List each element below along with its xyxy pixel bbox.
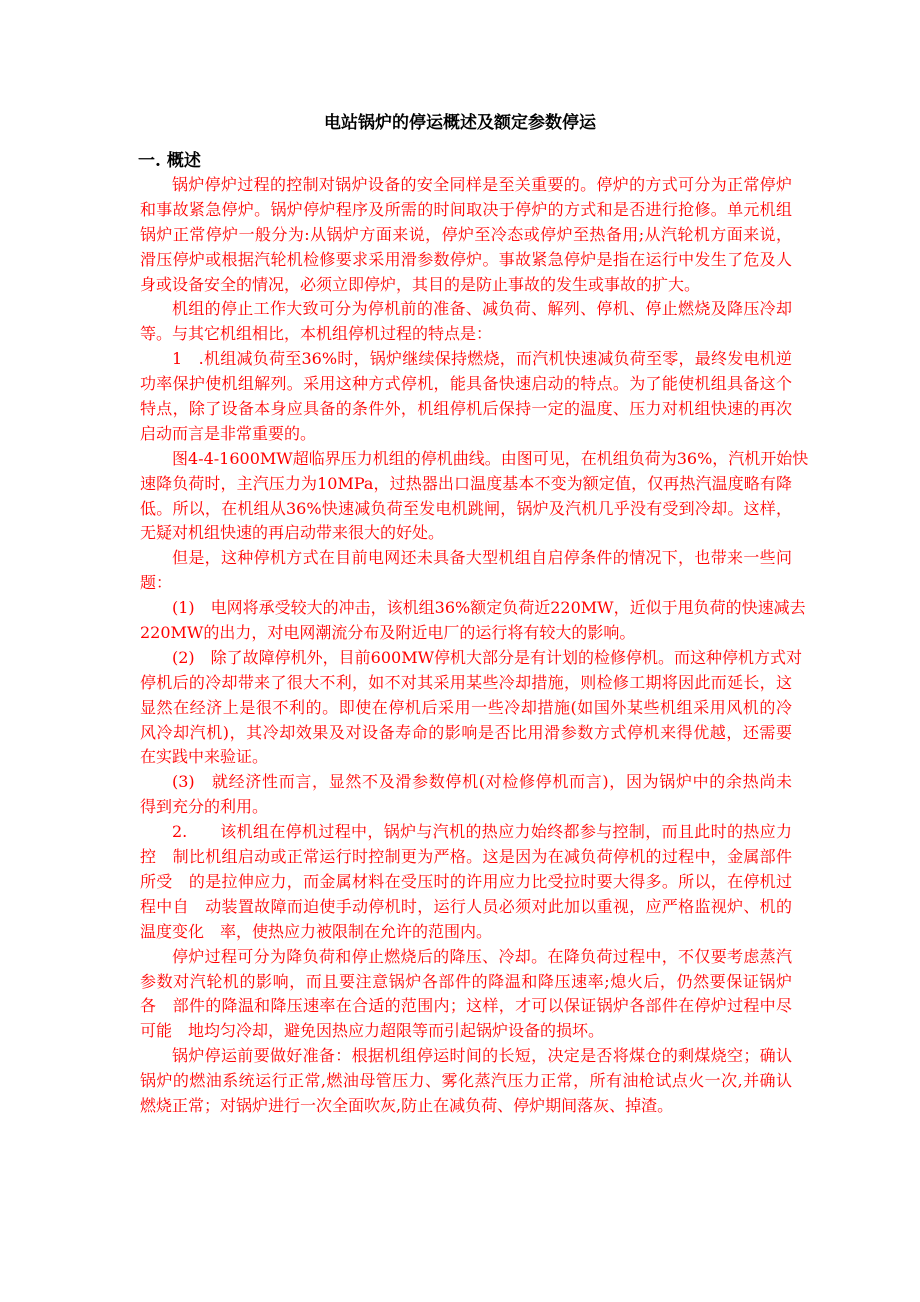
text-line: 低。所以，在机组从36%快速减负荷至发电机跳闸，锅炉及汽机几乎没有受到冷却。这样， xyxy=(140,498,792,518)
paragraph xyxy=(140,646,803,770)
text-line: 程中自 动装置故障而迫使手动停机时，运行人员必须对此加以重视，应严格监视炉、机的 xyxy=(140,896,792,916)
text-line: 各 部件的降温和降压速率在合适的范围内；这样，才可以保证锅炉各部件在停炉过程中尽 xyxy=(140,996,792,1016)
text-line: (1) 电网将承受较大的冲击，该机组36%额定负荷近220MW，近似于甩负荷的快速减去 xyxy=(172,598,806,618)
text-line: 在实践中来验证。 xyxy=(140,747,269,767)
text-line: 锅炉正常停炉一般分为:从锅炉方面来说，停炉至冷态或停炉至热备用;从汽轮机方面来说， xyxy=(140,224,792,244)
paragraph xyxy=(140,173,792,297)
section-heading: 一. 概述 xyxy=(138,151,201,171)
paragraph xyxy=(140,1044,792,1119)
text-line: 滑压停炉或根据汽轮机检修要求采用滑参数停炉。事故紧急停炉是指在运行中发生了危及人 xyxy=(140,249,792,269)
text-line: 停机后的冷却带来了很大不利，如不对其采用某些冷却措施，则检修工期将因此而延长，这 xyxy=(140,672,792,692)
paragraph xyxy=(140,347,792,447)
text-line: 锅炉停炉过程的控制对锅炉设备的安全同样是至关重要的。停炉的方式可分为正常停炉 xyxy=(172,175,792,194)
paragraph xyxy=(140,546,792,596)
paragraph xyxy=(140,447,809,547)
paragraph xyxy=(140,820,792,944)
text-line: 等。与其它机组相比，本机组停机过程的特点是： xyxy=(140,324,493,344)
paragraph xyxy=(140,297,792,347)
text-line: 无疑对机组快速的再启动带来很大的好处。 xyxy=(140,523,445,543)
text-line: 停炉过程可分为降负荷和停止燃烧后的降压、冷却。在降负荷过程中，不仅要考虑蒸汽 xyxy=(172,946,792,966)
text-line: 1 .机组减负荷至36%时，锅炉继续保持燃烧，而汽机快速减负荷至零，最终发电机逆 xyxy=(172,349,792,369)
paragraph xyxy=(140,945,792,1045)
text-line: 控 制比机组启动或正常运行时控制更为严格。这是因为在减负荷停机的过程中，金属部件 xyxy=(140,847,792,867)
text-line: 220MW的出力，对电网潮流分布及附近电厂的运行将有较大的影响。 xyxy=(140,623,636,643)
text-line: 可能 地均匀冷却，避免因热应力超限等而引起锅炉设备的损坏。 xyxy=(140,1021,605,1041)
text-line: 启动而言是非常重要的。 xyxy=(140,423,317,443)
text-line: 功率保护使机组解列。采用这种方式停机，能具备快速启动的特点。为了能使机组具备这个 xyxy=(140,374,792,394)
text-line: (3) 就经济性而言，显然不及滑参数停机(对检修停机而言)，因为锅炉中的余热尚未 xyxy=(172,772,792,792)
paragraph xyxy=(140,596,806,646)
text-line: 速降负荷时，主汽压力为10MPa，过热器出口温度基本不变为额定值，仅再热汽温度略有降 xyxy=(140,473,792,493)
text-line: 图4-4-1600MW超临界压力机组的停机曲线。由图可见，在机组负荷为36%，汽机开始快 xyxy=(172,448,809,468)
text-line: 得到充分的利用。 xyxy=(140,797,269,817)
text-line: 身或设备安全的情况，必须立即停炉，其目的是防止事故的发生或事故的扩大。 xyxy=(140,274,701,294)
text-line: 锅炉的燃油系统运行正常,燃油母管压力、雾化蒸汽压力正常，所有油枪试点火一次,并确认 xyxy=(140,1071,792,1091)
text-line: 参数对汽轮机的影响，而且要注意锅炉各部件的降温和降压速率;熄火后，仍然要保证锅炉 xyxy=(140,971,792,991)
text-line: 机组的停止工作大致可分为停机前的准备、减负荷、解列、停机、停止燃烧及降压冷却 xyxy=(172,299,792,319)
text-line: 锅炉停运前要做好准备：根据机组停运时间的长短，决定是否将煤仓的剩煤烧空；确认 xyxy=(172,1046,792,1066)
document-body xyxy=(140,173,809,1119)
text-line: 题： xyxy=(140,573,173,593)
text-line: 2. 该机组在停机过程中，锅炉与汽机的热应力始终都参与控制，而且此时的热应力 xyxy=(172,822,792,842)
document-title: 电站锅炉的停运概述及额定参数停运 xyxy=(324,113,596,133)
text-line: 显然在经济上是很不利的。即使在停机后采用一些冷却措施(如国外某些机组采用风机的冷 xyxy=(140,697,792,717)
text-line: 燃烧正常；对锅炉进行一次全面吹灰,防止在减负荷、停炉期间落灰、掉渣。 xyxy=(140,1095,674,1115)
text-line: 温度变化 率，使热应力被限制在允许的范围内。 xyxy=(140,921,493,941)
text-line: 但是，这种停机方式在目前电网还未具备大型机组自启停条件的情况下，也带来一些问 xyxy=(172,548,792,568)
text-line: 和事故紧急停炉。锅炉停炉程序及所需的时间取决于停炉的方式和是否进行抢修。单元机组 xyxy=(140,199,792,219)
text-line: 所受 的是拉伸应力，而金属材料在受压时的许用应力比受拉时要大得多。所以，在停机过 xyxy=(140,871,792,891)
text-line: (2) 除了故障停机外，目前600MW停机大部分是有计划的检修停机。而这种停机方式对 xyxy=(172,647,803,667)
text-line: 特点，除了设备本身应具备的条件外，机组停机后保持一定的温度、压力对机组快速的再次 xyxy=(140,399,792,419)
text-line: 风冷却汽机)，其冷却效果及对设备寿命的影响是否比用滑参数方式停机来得优越，还需要 xyxy=(140,722,792,742)
paragraph xyxy=(140,770,792,820)
